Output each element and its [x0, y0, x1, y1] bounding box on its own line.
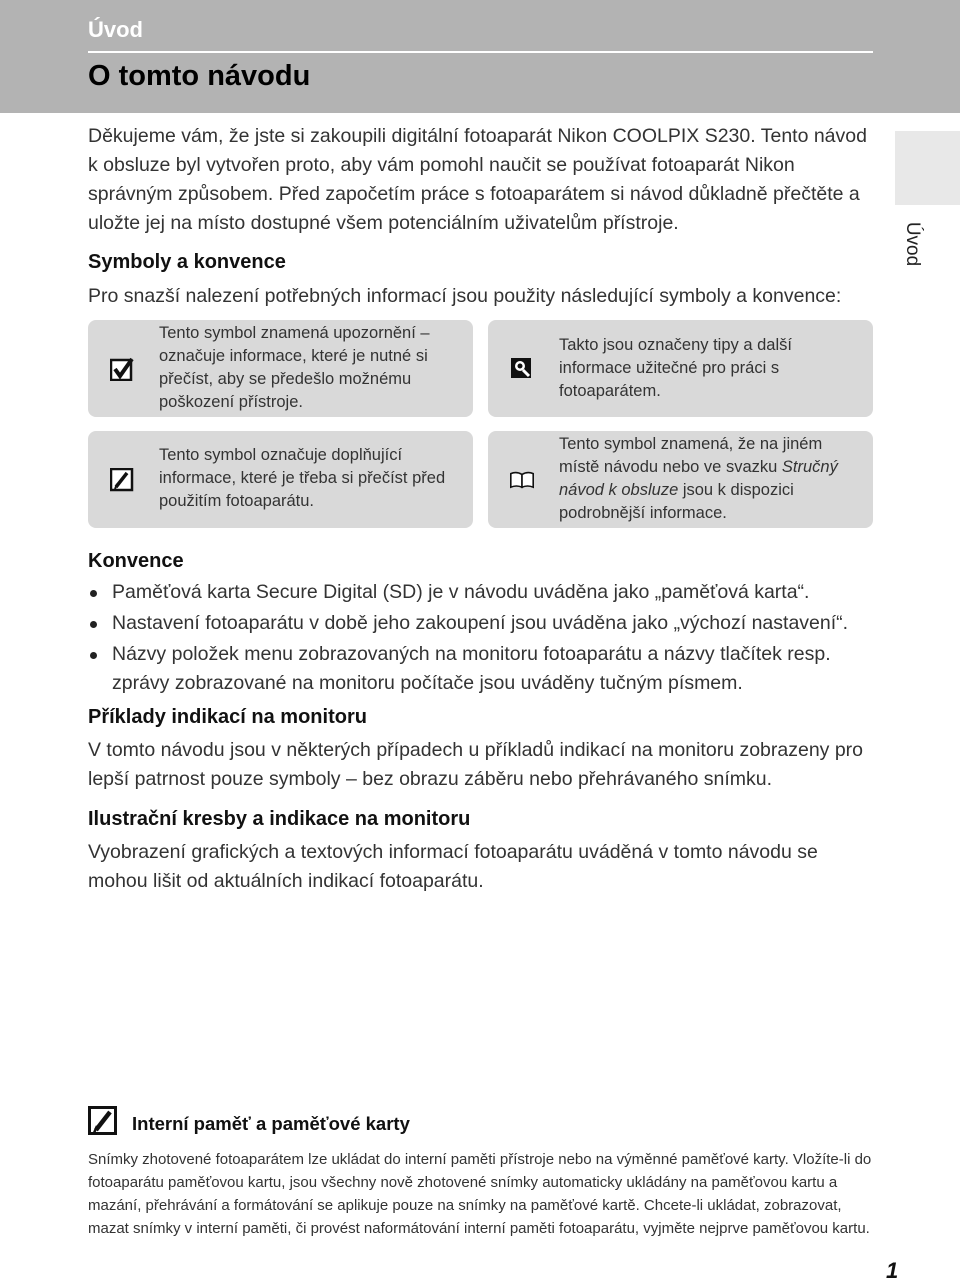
pen-note-icon — [88, 1106, 118, 1136]
section-label: Úvod — [88, 17, 143, 42]
symbol-box-reference — [488, 431, 873, 528]
list-item: Nastavení fotoaparátu v době jeho zakoupení jsou uváděna jako „výchozí nastavení“. — [88, 609, 888, 638]
intro-paragraph: Děkujeme vám, že jste si zakoupili digitální fotoaparát Nikon COOLPIX S230. Tento návod k obsluze byl vytvořen proto, aby vám pomohl naučit se používat fotoaparát Nikon správným způsobem. Před započetím práce s fotoaparátem si návod důkladně přečtěte a uložte jej na místo dostupné všem potenciálním uživatelům přístroje. — [88, 125, 867, 234]
page-number: 1 — [886, 1258, 899, 1283]
list-item: Názvy položek menu zobrazovaných na monitoru fotoaparátu a názvy tlačítek resp. zprávy zobrazované na monitoru počítače jsou uváděny tučným písmem. — [88, 640, 882, 698]
side-tab-text: Úvod — [901, 221, 923, 267]
reference-text-after: jsou k dispozici podrobnější informace. — [559, 481, 794, 522]
reference-text-before: Tento symbol znamená, že na jiném místě návodu nebo ve svazku — [559, 435, 823, 476]
examples-heading: Příklady indikací na monitoru — [88, 706, 367, 728]
pen-note-icon — [110, 468, 134, 492]
checkmark-caution-icon — [110, 357, 134, 381]
memory-note-title: Interní paměť a paměťové karty — [132, 1113, 410, 1134]
magnifier-tip-icon — [510, 357, 534, 381]
page-header — [0, 0, 960, 113]
list-item: Paměťová karta Secure Digital (SD) je v návodu uváděna jako „paměťová karta“. — [88, 578, 888, 607]
symbol-box-note — [88, 431, 473, 528]
side-tab-label — [882, 214, 942, 274]
examples-text: V tomto návodu jsou v některých případech u příkladů indikací na monitoru zobrazeny pro lepší patrnost pouze symboly – bez obrazu záběru nebo přehrávaného snímku. — [88, 739, 864, 790]
reference-text-italic: Stručný návod k obsluze — [559, 458, 838, 499]
side-tab — [895, 131, 960, 205]
symbol-box-caution — [88, 320, 473, 417]
open-book-icon — [510, 468, 534, 492]
illustrations-heading: Ilustrační kresby a indikace na monitoru — [88, 808, 471, 830]
conventions-list — [88, 578, 888, 698]
tip-text: Takto jsou označeny tipy a další informace užitečné pro práci s fotoaparátem. — [559, 336, 792, 400]
symbols-heading: Symboly a konvence — [88, 251, 286, 273]
header-rule — [88, 51, 873, 53]
conventions-heading: Konvence — [88, 550, 184, 572]
illustrations-text: Vyobrazení grafických a textových informací fotoaparátu uváděná v tomto návodu se mohou lišit od aktuálních indikací fotoaparátu. — [88, 841, 818, 892]
symbols-lead: Pro snazší nalezení potřebných informací jsou použity následující symboly a konvence: — [88, 285, 842, 307]
page-title: O tomto návodu — [88, 60, 311, 92]
reference-text — [559, 433, 859, 525]
symbol-box-tip — [488, 320, 873, 417]
caution-text: Tento symbol znamená upozornění – označuje informace, které je nutné si přečíst, aby se předešlo možnému poškození přístroje. — [159, 324, 430, 411]
note-text: Tento symbol označuje doplňující informace, které je třeba si přečíst před použitím fotoaparátu. — [159, 446, 446, 510]
memory-note-text: Snímky zhotovené fotoaparátem lze ukládat do interní paměti přístroje nebo na výměnné paměťové karty. Vložíte-li do fotoaparátu paměťovou kartu, jsou všechny nově zhotovené snímky automaticky ukládány na paměťovou kartu a mazání, přehrávání a formátování se aplikuje pouze na snímky na paměťové kartě. Chcete-li ukládat, zobrazovat, mazat snímky v interní paměti, či provést naformátování interní paměti fotoaparátu, vyjměte nejprve paměťovou kartu. — [88, 1151, 872, 1237]
